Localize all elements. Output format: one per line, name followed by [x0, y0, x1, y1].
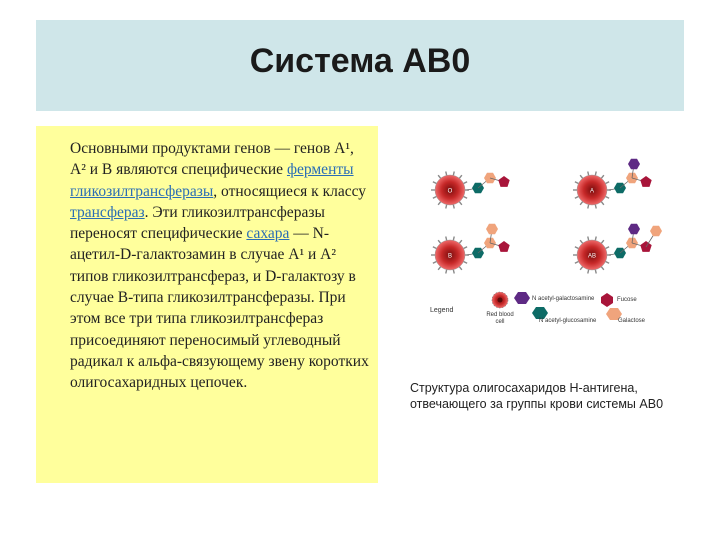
legend-fucose-label: Fucose [617, 297, 637, 303]
blood-cell-o [431, 171, 469, 208]
oligosaccharide-figure [420, 150, 680, 340]
oligosaccharide-chain-ab [609, 224, 662, 258]
blood-cell-b [431, 236, 469, 273]
terminal-sugar-unit [486, 224, 498, 234]
legend-fucose-icon [601, 293, 613, 307]
blood-cell-label-a: A [589, 188, 595, 195]
blood-cell-ab [573, 236, 611, 273]
legend-title: Legend [430, 307, 454, 314]
terminal-sugar-unit [628, 159, 640, 169]
figure-caption: Структура олигосахаридов Н-антигена, отвечающего за группы крови системы АВ0 [410, 381, 664, 411]
blood-cell-label-b: B [447, 253, 453, 260]
fucose-unit [498, 176, 509, 187]
terminal-sugar-unit [628, 224, 640, 234]
paragraph-text-1: Основными продуктами генов — генов А¹, А² и В являются специфические [70, 140, 354, 179]
fucose-unit [640, 176, 651, 187]
oligosaccharide-chain-a [609, 159, 652, 193]
legend [430, 292, 646, 325]
oligosaccharide-chain-b [467, 224, 510, 258]
title-band [36, 20, 684, 111]
terminal-sugar-unit [650, 226, 662, 236]
paragraph-text-3: . Эти гликозилтрансферазы переносят специфические [70, 203, 325, 243]
legend-galactose-label: Galactose [618, 318, 646, 324]
legend-n-acetylgalactosamine-icon [514, 292, 530, 304]
legend-red-blood-cell-label: Red blood cell [486, 312, 514, 325]
slide-title: Система АВ0 [249, 42, 471, 80]
paragraph-text-2: , относящиеся к классу [213, 182, 367, 200]
oligosaccharide-chain-o [467, 173, 510, 193]
blood-cell-a [573, 171, 611, 208]
link-transferases[interactable]: трансфераз [70, 203, 145, 221]
blood-cell-label-o: O [447, 188, 453, 195]
fucose-unit [498, 241, 509, 252]
oligosaccharide-diagram [420, 150, 680, 340]
body-paragraph [70, 138, 370, 394]
legend-n-acetylglucosamine-label: N acetyl-glucosamine [539, 318, 597, 324]
link-enzymes[interactable]: ферменты гликозилтрансферазы [70, 161, 354, 200]
paragraph-text-4: — N-ацетил-D-галактозамин в случае А¹ и А² типов гликозилтрансфераз, и D-галактозу в случае В-типа гликозилтрансферазы. При этом все три типа гликозилтрансфераз присоединяют переносимый углеводный радикал к альфа-связующему звену коротких олигосахаридных цепочек. [70, 225, 369, 392]
text-panel [36, 126, 378, 483]
legend-cell-icon [492, 292, 508, 308]
link-sugars[interactable]: сахара [246, 225, 290, 243]
blood-cell-label-ab: AB [587, 253, 597, 260]
legend-n-acetylgalactosamine-label: N acetyl-galactosamine [532, 296, 595, 302]
